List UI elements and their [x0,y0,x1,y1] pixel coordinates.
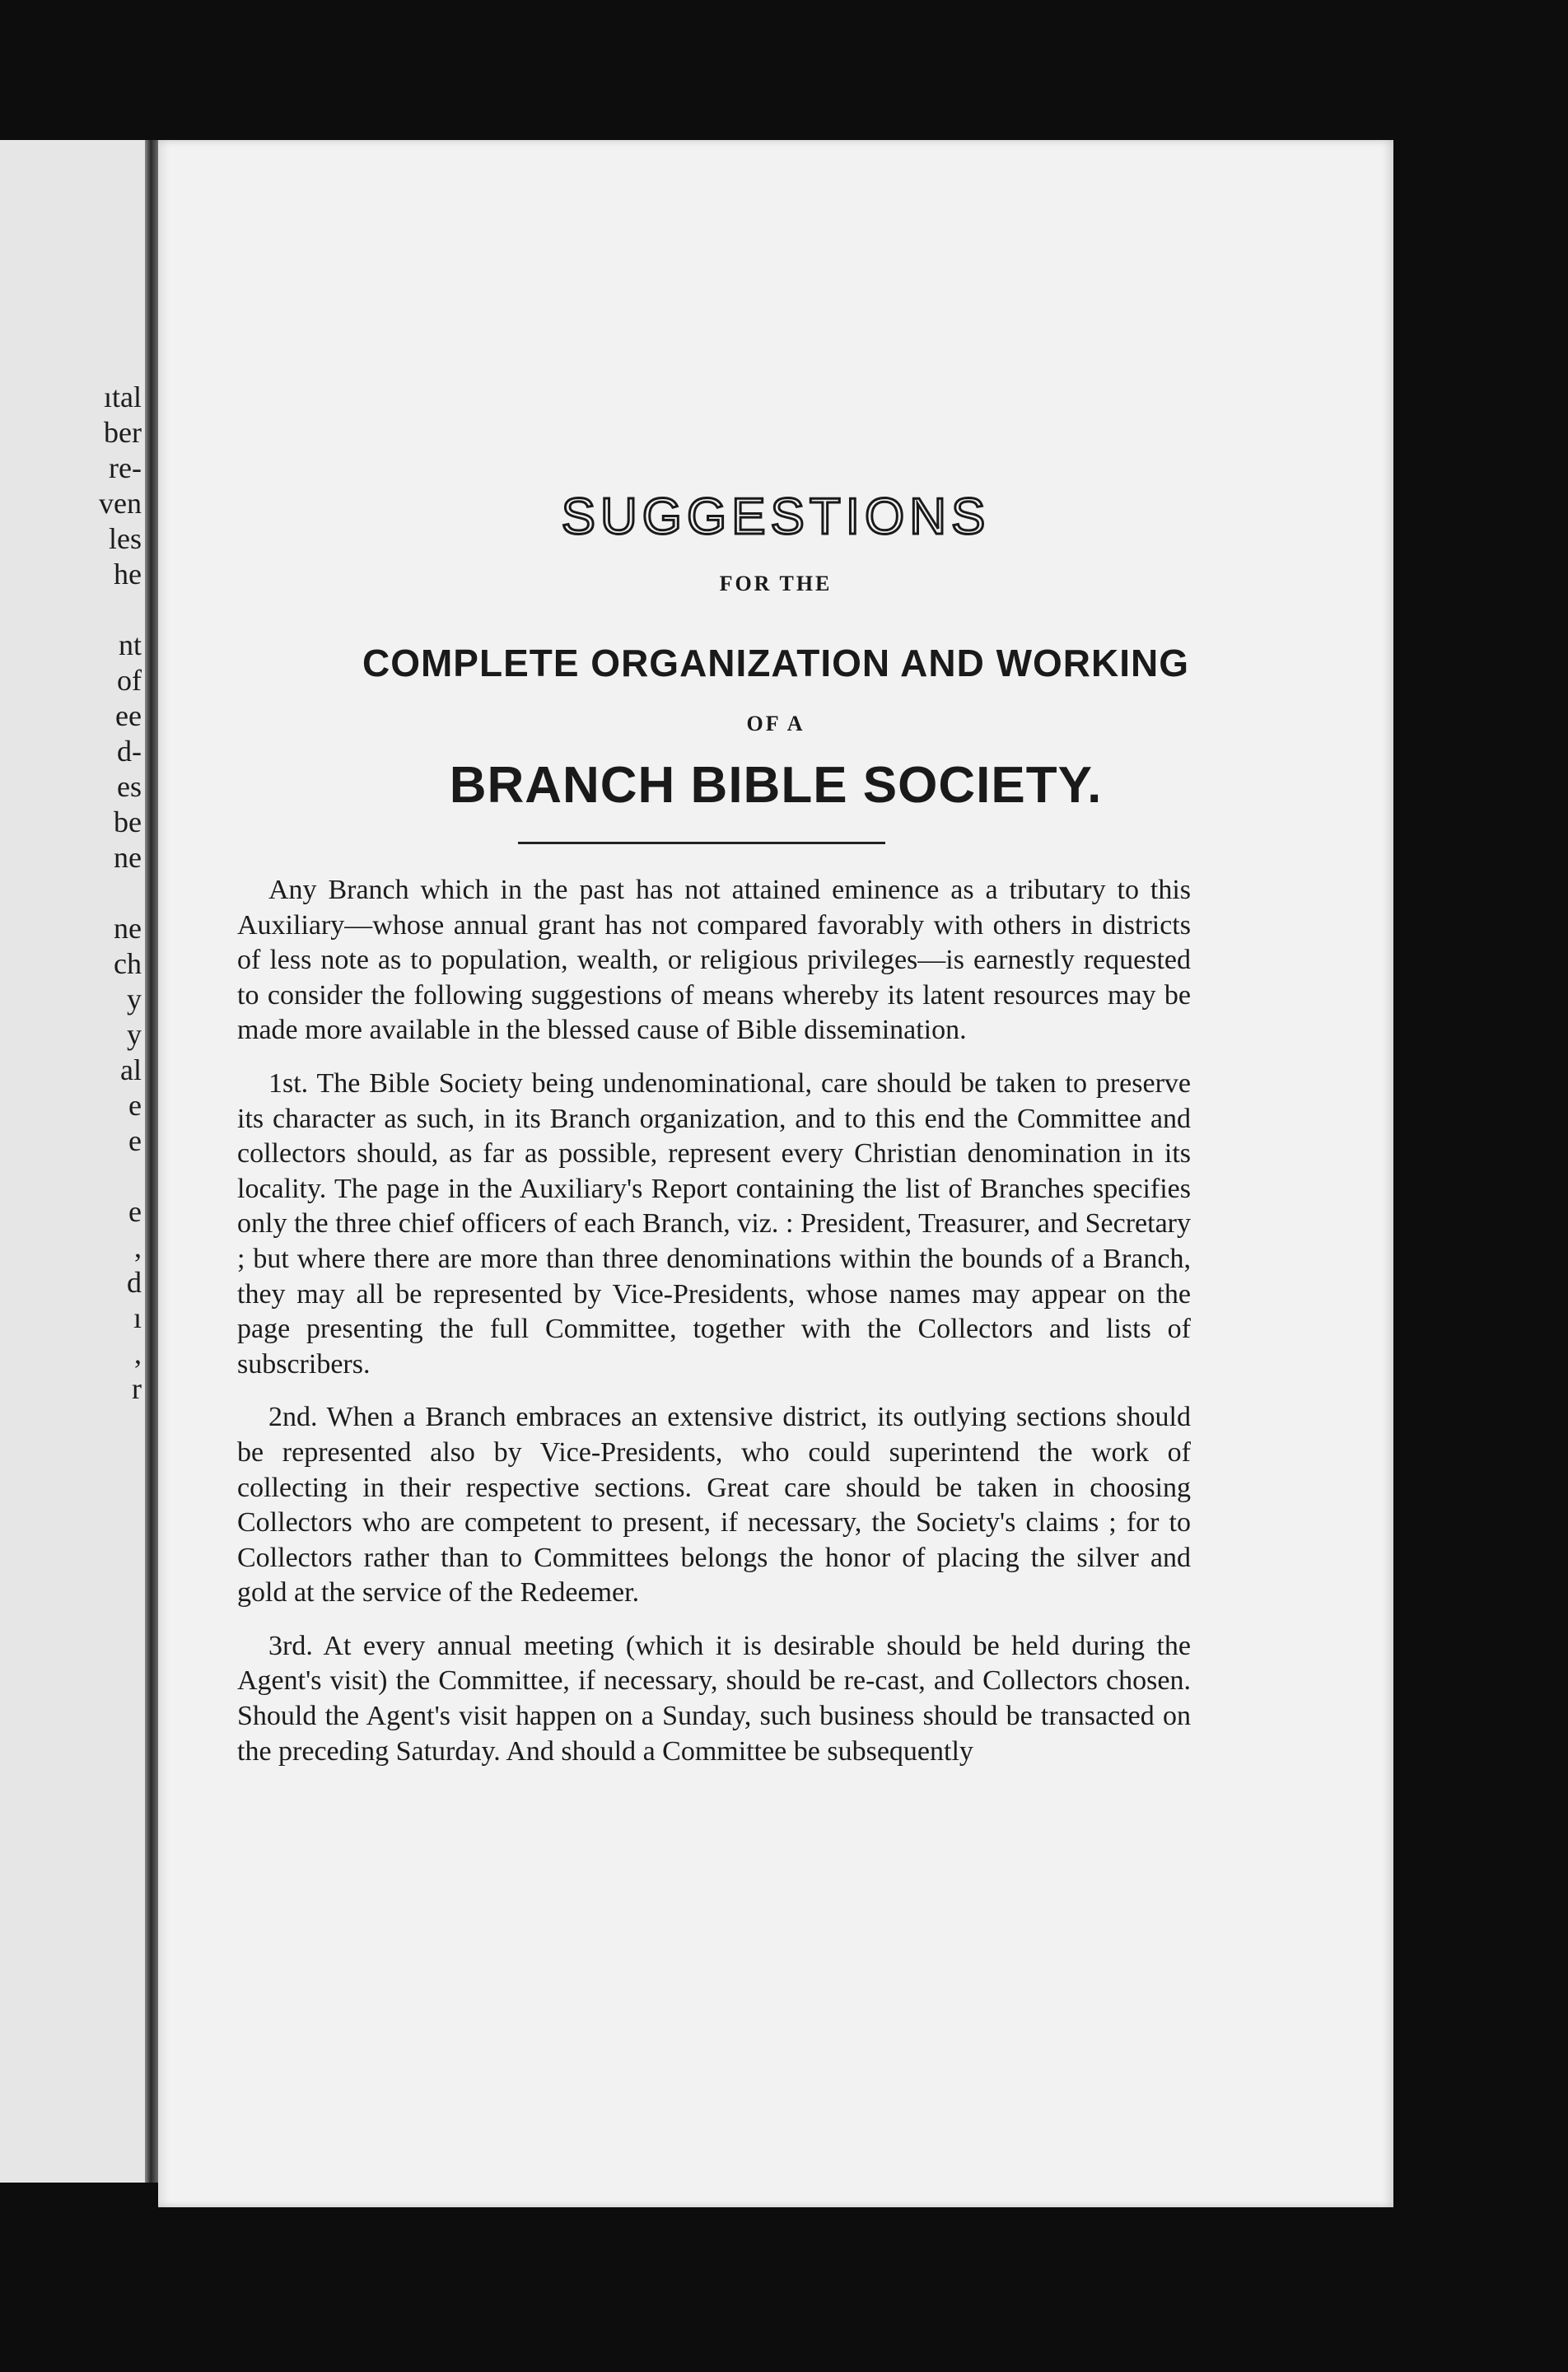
page-title: SUGGESTIONS [561,488,991,545]
facing-page-fragment: e [128,1089,142,1122]
facing-page-fragment: , [134,1230,142,1263]
facing-page-fragment: ne [114,912,142,945]
facing-page-fragment: ee [115,699,142,732]
facing-page-fragment: e [128,1124,142,1157]
facing-page-fragment: ber [104,416,142,449]
facing-page-fragment: r [132,1372,142,1405]
facing-page-fragment: ch [114,947,142,980]
facing-page-fragment: d [127,1266,142,1299]
facing-page-fragment: re- [109,451,142,484]
facing-page-fragment: es [117,770,142,803]
facing-page-fragment: e [128,1195,142,1228]
document-page [158,140,1393,2207]
paragraph-intro: Any Branch which in the past has not attained eminence as a tributary to this Auxiliary—whose annual grant has not compared favorably with others in districts of less note as to population, wealth, or religious privileges—is earnestly requested to consider the following suggestions of means whereby its latent resources may be made more available in the blessed cause of Bible dissemination. [237,875,1191,1046]
facing-page [0,140,150,2183]
title-of-a: OF A [746,712,805,735]
facing-page-fragment: of [117,664,142,697]
facing-page-fragment: ı [133,1301,142,1334]
title-for-the: FOR THE [719,572,833,595]
facing-page-fragment: ıtal [104,381,142,413]
facing-page-fragment: nt [118,628,142,661]
facing-page-fragment: al [120,1053,142,1086]
facing-page-fragment: les [109,522,142,555]
facing-page-fragment: d- [117,735,142,768]
book-gutter [145,140,158,2183]
paragraph-third: 3rd. At every annual meeting (which it is desirable should be held during the Agent's visit) the Committee, if necessary, should be re-cast, and Collectors chosen. Should the Agent's visit happen on a Sunday, such business should be transacted on the preceding Saturday. And should a Committee be subsequently [237,1630,1191,1767]
society-title: BRANCH BIBLE SOCIETY. [449,757,1103,814]
facing-page-fragment: be [114,805,142,838]
facing-page-fragment: , [134,1337,142,1370]
facing-page-fragment: ne [114,841,142,874]
facing-page-fragment: y [127,983,142,1016]
page-subtitle: COMPLETE ORGANIZATION AND WORKING [362,642,1190,684]
facing-page-fragment: he [114,558,142,591]
title-divider [518,842,885,844]
body-text [237,873,1191,1787]
paragraph-first: 1st. The Bible Society being undenominational, care should be taken to preserve its character as such, in its Branch organization, and to this end the Committee and collectors should, as far as possible, represent every Christian denomination in its locality. The page in the Auxiliary's Report containing the list of Branches specifies only the three chief officers of each Branch, viz. : President, Treasurer, and Secretary ; but where there are more than three denominations within the bounds of a Branch, they may all be represented by Vice-Presidents, whose names may appear on the page presenting the full Committee, together with the Collectors and lists of subscribers. [237,1067,1191,1380]
facing-page-fragment: ven [99,487,142,520]
facing-page-fragment: y [127,1018,142,1051]
paragraph-second: 2nd. When a Branch embraces an extensive district, its outlying sections should be represented also by Vice-Presidents, who could superintend the work of collecting in their respective sections. Great care should be taken in choosing Collectors who are competent to present, if necessary, the Society's claims ; for to Collectors rather than to Committees belongs the honor of placing the silver and gold at the service of the Redeemer. [237,1402,1191,1609]
